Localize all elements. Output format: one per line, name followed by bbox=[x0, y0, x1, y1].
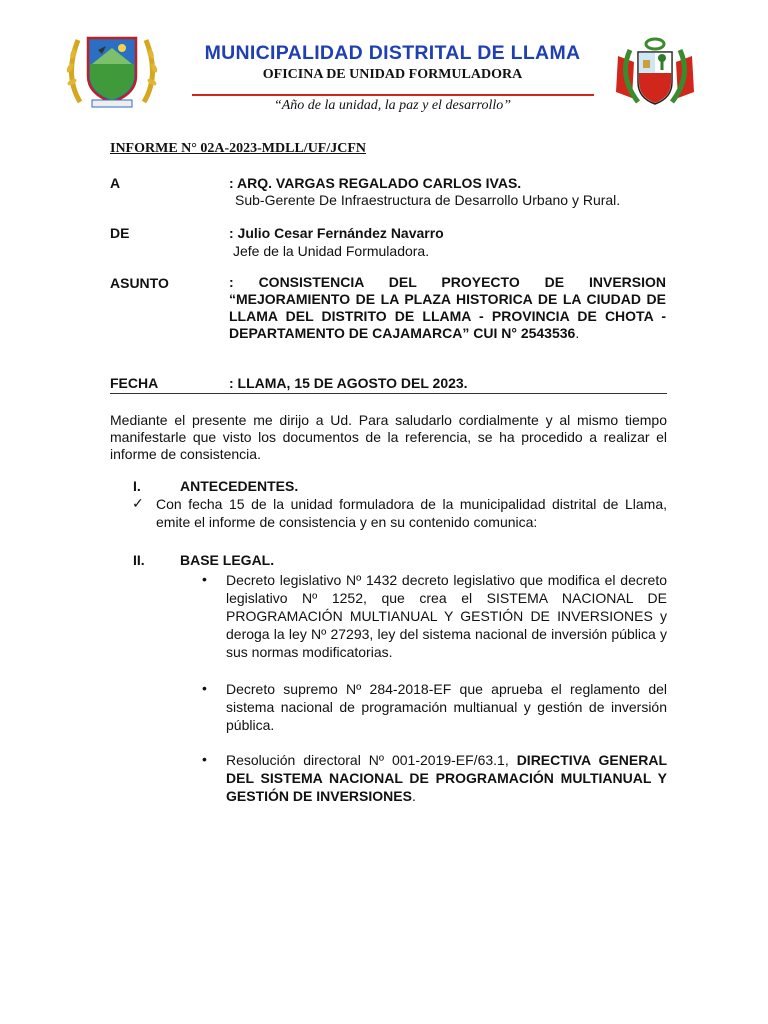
legal-item: Decreto supremo Nº 284-2018-EF que aprueba el reglamento del sistema nacional de programación multianual y gestión de inversión pública. bbox=[226, 681, 667, 733]
subject-body: : CONSISTENCIA DEL PROYECTO DE INVERSION “MEJORAMIENTO DE LA PLAZA HISTORICA DE LA CIUDAD DE LLAMA DEL DISTRITO DE LLAMA - PROVINCIA DE CHOTA - DEPARTAMENTO DE CAJAMARCA” CUI N° 2543536 bbox=[229, 274, 666, 341]
from-label: DE bbox=[110, 225, 130, 241]
date-value: : LLAMA, 15 DE AGOSTO DEL 2023. bbox=[229, 375, 468, 391]
date-label: FECHA bbox=[110, 375, 159, 391]
date-divider bbox=[110, 393, 667, 394]
bullet-icon: • bbox=[202, 680, 207, 696]
subject-text bbox=[229, 274, 666, 342]
legal-item-directive: DIRECTIVA GENERAL DEL SISTEMA NACIONAL DE PROGRAMACIÓN MULTIANUAL Y GESTIÓN DE INVERSIONES bbox=[226, 752, 667, 804]
to-label: A bbox=[110, 175, 121, 191]
header-divider bbox=[192, 94, 594, 96]
section-title: BASE LEGAL. bbox=[180, 552, 275, 568]
report-reference: INFORME N° 02A-2023-MDLL/UF/JCFN bbox=[110, 141, 367, 156]
municipality-title: MUNICIPALIDAD DISTRITAL DE LLAMA bbox=[204, 42, 581, 64]
intro-paragraph: Mediante el presente me dirijo a Ud. Para saludarlo cordialmente y al mismo tiempo manifestarle que visto los documentos de la referencia, se ha procedido a realizar el informe de consistencia. bbox=[110, 412, 667, 462]
year-motto: “Año de la unidad, la paz y el desarrollo” bbox=[273, 98, 512, 113]
section-number: I. bbox=[133, 478, 141, 494]
legal-item-suffix: . bbox=[411, 788, 416, 804]
bullet-icon: • bbox=[202, 751, 207, 767]
legal-item: Decreto legislativo Nº 1432 decreto legislativo que modifica el decreto legislativo Nº 1252, que crea el SISTEMA NACIONAL DE PROGRAMACIÓN MULTIANUAL Y GESTIÓN DE INVERSIONES y deroga la ley Nº 27293, ley del sistema nacional de inversión pública y sus normas modificatorias. bbox=[226, 572, 667, 660]
to-role: Sub-Gerente De Infraestructura de Desarrollo Urbano y Rural. bbox=[235, 192, 621, 208]
district-crest-icon bbox=[62, 30, 162, 110]
checkmark-icon: ✓ bbox=[132, 495, 144, 511]
legal-item-prefix: Resolución directoral Nº 001-2019-EF/63.1, bbox=[226, 752, 517, 768]
section-title: ANTECEDENTES. bbox=[180, 478, 299, 494]
bullet-icon: • bbox=[202, 571, 207, 587]
section-number: II. bbox=[133, 552, 145, 568]
subject-label: ASUNTO bbox=[110, 275, 169, 291]
antecedent-item: Con fecha 15 de la unidad formuladora de la municipalidad distrital de Llama, emite el informe de consistencia y en su contenido comunica: bbox=[156, 496, 667, 530]
legal-item bbox=[226, 751, 667, 805]
subject-end: . bbox=[575, 325, 580, 341]
office-name: OFICINA DE UNIDAD FORMULADORA bbox=[262, 67, 523, 82]
from-role: Jefe de la Unidad Formuladora. bbox=[233, 243, 430, 259]
national-coat-of-arms-icon bbox=[612, 36, 698, 112]
to-name: : ARQ. VARGAS REGALADO CARLOS IVAS. bbox=[229, 175, 522, 191]
from-name: : Julio Cesar Fernández Navarro bbox=[229, 225, 444, 241]
